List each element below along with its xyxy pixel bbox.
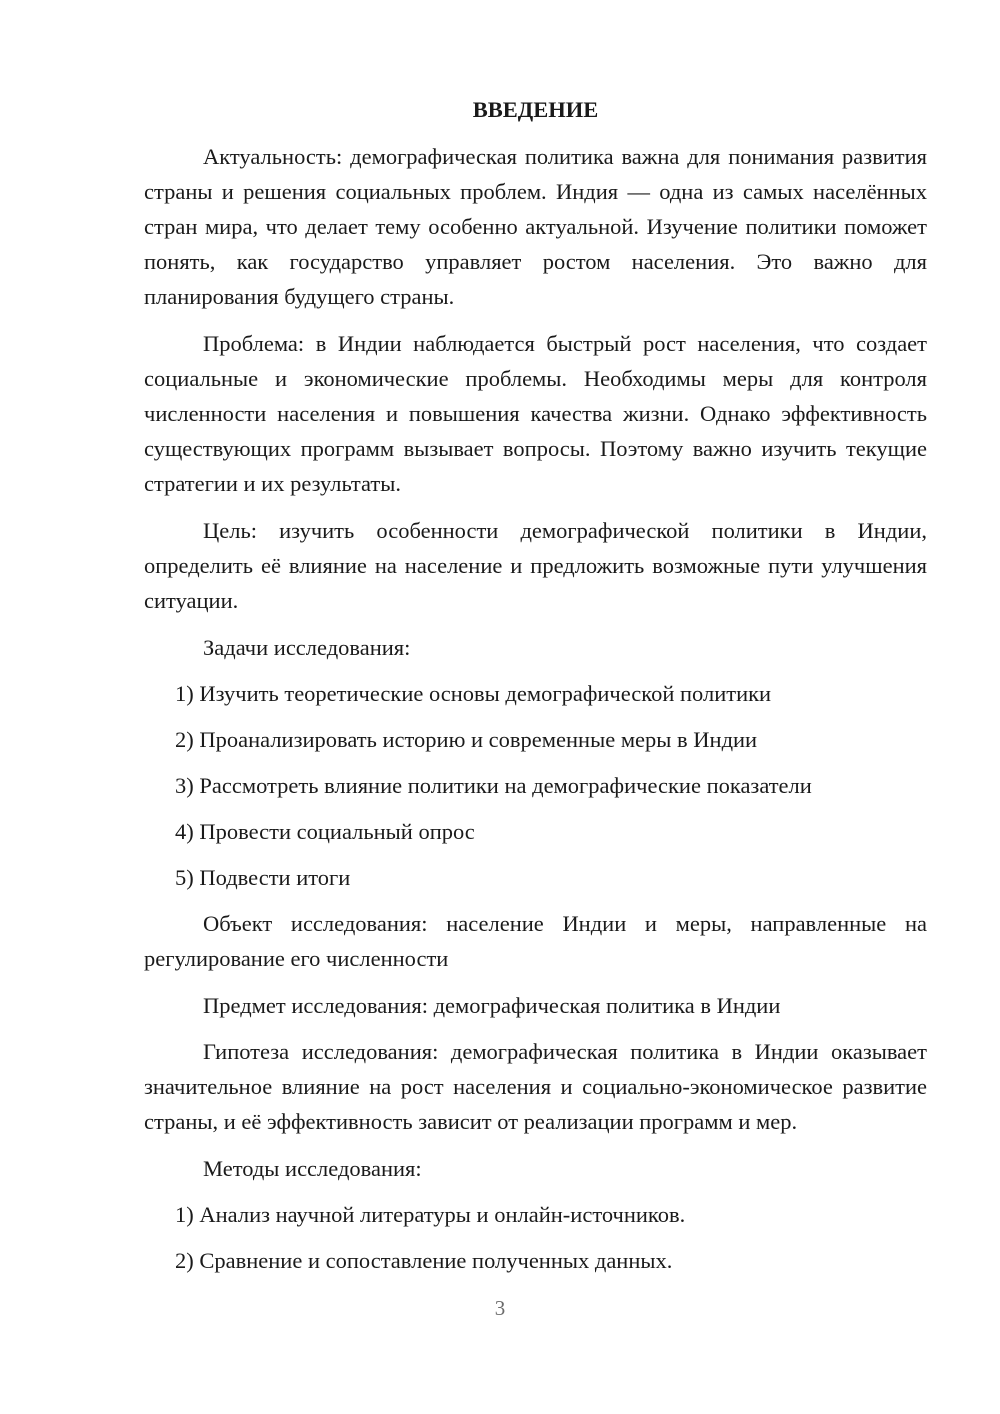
task-item-2: 2) Проанализировать историю и современные меры в Индии: [175, 727, 758, 752]
task-item-3: 3) Рассмотреть влияние политики на демографические показатели: [175, 773, 812, 798]
task-item-4: 4) Провести социальный опрос: [175, 819, 475, 844]
method-item-1: 1) Анализ научной литературы и онлайн-источников.: [175, 1202, 686, 1227]
hypothesis-paragraph: Гипотеза исследования: демографическая политика в Индии оказывает значительное влияние на рост населения и социально-экономическое развитие страны, и её эффективность зависит от реализации программ и мер.: [144, 1039, 927, 1134]
task-item-1: 1) Изучить теоретические основы демографической политики: [175, 681, 772, 706]
section-title: ВВЕДЕНИЕ: [472, 97, 599, 122]
document-page: [144, 92, 927, 1289]
tasks-heading: Задачи исследования:: [203, 635, 411, 660]
subject-paragraph: Предмет исследования: демографическая политика в Индии: [203, 993, 781, 1018]
goal-paragraph: Цель: изучить особенности демографической политики в Индии, определить её влияние на население и предложить возможные пути улучшения ситуации.: [144, 518, 927, 613]
object-paragraph: Объект исследования: население Индии и меры, направленные на регулирование его численности: [144, 911, 927, 971]
problem-paragraph: Проблема: в Индии наблюдается быстрый рост населения, что создает социальные и экономические проблемы. Необходимы меры для контроля численности населения и повышения качества жизни. Однако эффективность существующих программ вызывает вопросы. Поэтому важно изучить текущие стратегии и их результаты.: [144, 331, 927, 496]
page-number: 3: [494, 1296, 506, 1320]
methods-heading: Методы исследования:: [203, 1156, 422, 1181]
relevance-paragraph: Актуальность: демографическая политика важна для понимания развития страны и решения социальных проблем. Индия — одна из самых населённых стран мира, что делает тему особенно актуальной. Изучение политики поможет понять, как государство управляет ростом населения. Это важно для планирования будущего страны.: [144, 144, 927, 309]
task-item-5: 5) Подвести итоги: [175, 865, 351, 890]
method-item-2: 2) Сравнение и сопоставление полученных данных.: [175, 1248, 673, 1273]
